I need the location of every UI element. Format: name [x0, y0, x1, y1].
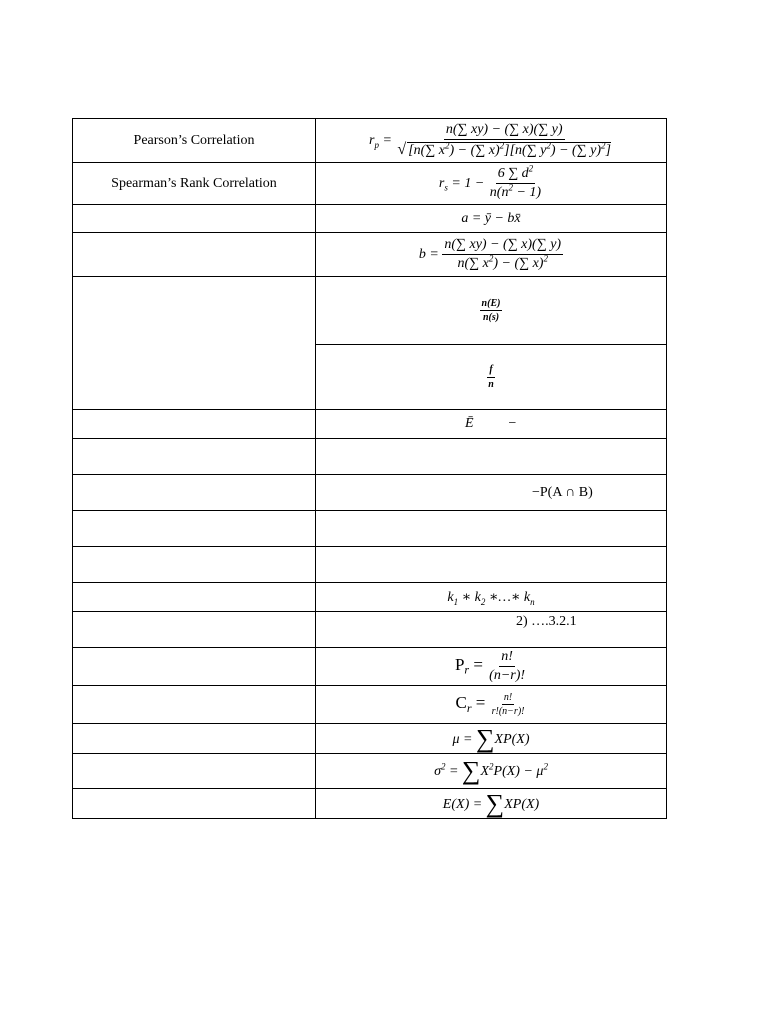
combination-formula: $C_r$ = $\frac{n!}{r!(n-r)!}$: [316, 686, 667, 724]
row-label: [73, 789, 316, 819]
row-label: [73, 475, 316, 511]
row-label: [73, 547, 316, 583]
row-label: [73, 205, 316, 233]
row-label: [73, 686, 316, 724]
table-row: [73, 511, 667, 547]
row-label: [73, 233, 316, 277]
row-label: [73, 439, 316, 475]
row-label: [73, 277, 316, 410]
factorial-formula: 2) ….3.2.1: [316, 612, 667, 648]
row-label: [73, 410, 316, 439]
table-row: [73, 233, 667, 277]
table-row: [73, 547, 667, 583]
fraction: $\frac{f}{n}$: [488, 364, 494, 390]
row-label: Spearman’s Rank Correlation: [73, 163, 316, 205]
summation-icon: ∑: [461, 756, 481, 785]
intercept-formula: a = ȳ − bx̄: [316, 205, 667, 233]
formula-table: [72, 118, 667, 819]
formula-cell: [316, 439, 667, 475]
formula-cell: [316, 511, 667, 547]
counting-principle-formula: $k_1$ ∗ $k_2$ ∗…∗ $k_n$: [316, 583, 667, 612]
row-label: [73, 612, 316, 648]
row-label: [73, 583, 316, 612]
table-row: [73, 119, 667, 163]
spearman-formula: $r_s = 1$ − $\frac{6 \sum d^2}{n(n^2 - 1)}$: [316, 163, 667, 205]
fraction: $\frac{n(\sum xy) - (\sum x)(\sum y)}{√ [n(\sum x^2) - (\sum x)^2][n(\sum y^2) - (\sum y)^2]}$: [397, 121, 611, 158]
table-row: [73, 724, 667, 754]
table-row: [73, 277, 667, 345]
table-row: [73, 754, 667, 789]
mean-formula: μ = ∑XP(X): [316, 724, 667, 754]
table-row: [73, 205, 667, 233]
row-label: [73, 511, 316, 547]
table-row: [73, 439, 667, 475]
row-label: Pearson’s Correlation: [73, 119, 316, 163]
table-row: [73, 789, 667, 819]
permutation-formula: $P_r$ = $\frac{n!}{(n-r)!}$: [316, 648, 667, 686]
complement-formula: Ē −: [316, 410, 667, 439]
variance-formula: $\sigma^2 = \sum X^2P(X) - \mu^2$: [316, 754, 667, 789]
fraction: $\frac{n(\sum xy) - (\sum x)(\sum y)}{n(\sum x^2) - (\sum x)^2}$: [444, 236, 562, 271]
table-row: [73, 648, 667, 686]
fraction: $\frac{n!}{r!(n-r)!}$: [491, 691, 525, 717]
slope-formula: b = $\frac{n(\sum xy) - (\sum x)(\sum y)}{n(\sum x^2) - (\sum x)^2}$: [316, 233, 667, 277]
row-label: [73, 754, 316, 789]
pearson-formula: $r_p$ = $\frac{n(\sum xy) - (\sum x)(\sum y)}{√ [n(\sum x^2) - (\sum x)^2][n(\sum y^2) - (\sum y)^2]}$: [316, 119, 667, 163]
sqrt-icon: √: [397, 140, 407, 158]
union-formula: −P(A ∩ B): [316, 475, 667, 511]
table-row: [73, 163, 667, 205]
table-row: [73, 612, 667, 648]
table-row: [73, 475, 667, 511]
row-label: [73, 648, 316, 686]
table-row: [73, 410, 667, 439]
expected-value-formula: E(X) = ∑XP(X): [316, 789, 667, 819]
fraction: $\frac{n!}{(n-r)!}$: [489, 648, 526, 683]
row-label: [73, 724, 316, 754]
table-row: [73, 583, 667, 612]
formula-cell: [316, 547, 667, 583]
fraction: $\frac{n(E)}{n(s)}$: [481, 297, 501, 323]
table-row: [73, 686, 667, 724]
probability-formula: [316, 277, 667, 345]
summation-icon: ∑: [475, 723, 495, 753]
summation-icon: ∑: [485, 788, 505, 818]
fraction: $\frac{6 \sum d^2}{n(n^2 - 1)}$: [489, 163, 542, 200]
relative-frequency-formula: [316, 345, 667, 410]
